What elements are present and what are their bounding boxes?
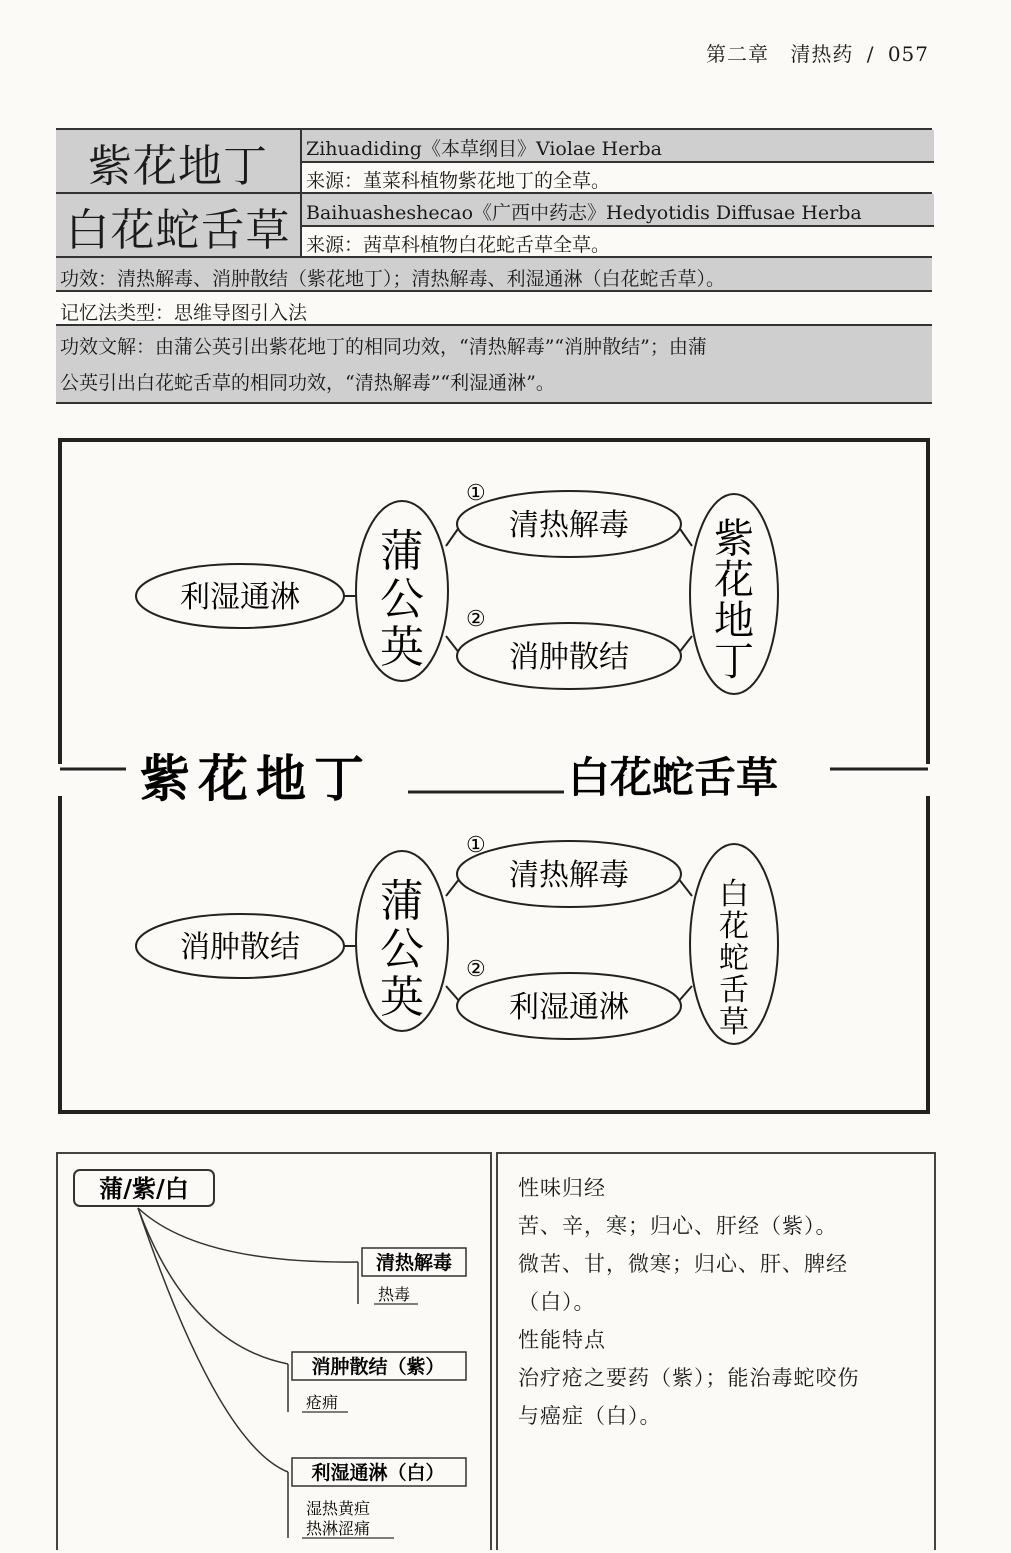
properties-line1: 苦、辛，寒；归心、肝经（紫）。 [518,1214,838,1238]
top-center-char: 蒲 [380,526,424,577]
efficacy-row [56,256,932,292]
explanation-line1: 功效文解：由蒲公英引出紫花地丁的相同功效，“清热解毒”“消肿散结”；由蒲 [60,336,707,358]
bottom-lower-node-text: 利湿通淋 [509,990,629,1025]
properties-line5: 与癌症（白）。 [518,1404,662,1428]
top-num2: ② [466,607,486,632]
properties-heading-taste: 性味归经 [518,1176,606,1200]
bottom-right-char: 舌 [719,973,749,1008]
herb2-row [56,192,932,258]
efficacy-text: 功效：清热解毒、消肿散结（紫花地丁）；清热解毒、利湿通淋（白花蛇舌草）。 [60,268,726,290]
bottom-num1: ① [466,833,486,858]
bottom-center-char: 蒲 [380,876,424,927]
top-lower-node-text: 消肿散结 [509,640,629,675]
properties-heading-features: 性能特点 [518,1328,606,1352]
bottom-right-char: 白 [719,877,749,912]
top-right-char: 丁 [714,639,754,685]
properties-line4: 治疗疮之要药（紫）；能治毒蛇咬伤 [518,1366,860,1390]
bottom-center-char: 公 [380,924,424,975]
top-right-char: 紫 [714,516,754,562]
herb2-latin: Baihuasheshecao《广西中药志》Hedyotidis Diffusae Herba [306,202,862,224]
explanation-row [56,324,932,404]
banner-right: 白花蛇舌草 [568,753,779,802]
chapter-label: 第二章 [705,42,769,66]
bottom-right-char: 蛇 [719,941,749,976]
branch2-label: 消肿散结（紫） [311,1356,445,1378]
branch1-sub1: 热毒 [378,1285,411,1304]
top-left-node-text: 利湿通淋 [180,580,300,615]
branch3-label: 利湿通淋（白） [311,1462,445,1484]
memory-row [56,290,932,326]
section-label: 清热药 [790,42,854,66]
top-center-char: 英 [380,622,424,673]
root-label: 蒲/紫/白 [99,1174,189,1203]
bottom-right-char: 花 [719,909,749,944]
mind-diagram [56,436,932,1116]
herb1-name: 紫花地丁 [56,130,300,194]
herb2-name: 白花蛇舌草 [56,194,300,258]
branch3-sub2: 热淋涩痛 [306,1519,371,1538]
properties-line3: （白）。 [518,1290,596,1314]
top-center-char: 公 [380,574,424,625]
page-number: 057 [887,42,929,66]
bottom-upper-node-text: 清热解毒 [509,858,629,893]
top-right-char: 地 [714,598,754,644]
top-num1: ① [466,481,486,506]
memory-method-text: 记忆法类型：思维导图引入法 [60,302,308,324]
properties-box [496,1152,936,1550]
branch2-sub1: 疮痈 [306,1393,339,1412]
branch3-sub1: 湿热黄疸 [306,1499,371,1518]
bottom-right-char: 草 [719,1005,749,1040]
properties-line2: 微苦、甘，微寒；归心、肝、脾经 [518,1252,848,1276]
bottom-num2: ② [466,957,486,982]
page-header: 第二章 清热药 / 057 [705,42,929,66]
herb1-source: 来源：堇菜科植物紫花地丁的全草。 [306,170,611,192]
explanation-line2: 公英引出白花蛇舌草的相同功效，“清热解毒”“利湿通淋”。 [60,372,555,394]
herb1-latin: Zihuadiding《本草纲目》Violae Herba [306,138,662,160]
mindmap-box [56,1152,492,1550]
bottom-left-node-text: 消肿散结 [180,930,300,965]
herb-info-table [56,128,932,402]
herb2-source: 来源：茜草科植物白花蛇舌草全草。 [306,234,611,256]
top-upper-node-text: 清热解毒 [509,508,629,543]
banner-left: 紫花地丁 [140,749,372,808]
herb1-row [56,128,932,194]
top-right-char: 花 [714,557,754,603]
branch1-label: 清热解毒 [375,1252,453,1274]
bottom-center-char: 英 [380,972,424,1023]
